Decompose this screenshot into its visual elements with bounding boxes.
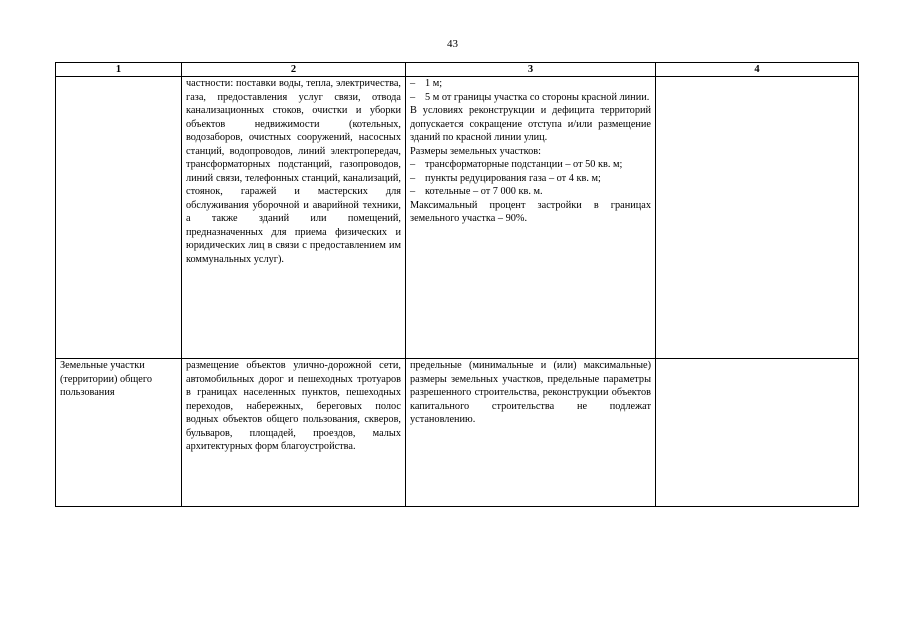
list-item	[410, 158, 651, 172]
dash-bullet: –	[410, 91, 416, 103]
list-item-text: котельные – от 7 000 кв. м.	[425, 186, 543, 197]
regulations-table	[55, 62, 859, 507]
list-item	[410, 91, 651, 105]
row1-col2: частности: поставки воды, тепла, электричества, газа, предоставления услуг связи, отвода канализационных стоков, очистки и уборки объектов недвижимости (котельных, водозаборов, очистных сооружений, насосных станций, водопроводов, линий электропередач, трансформаторных подстанций, газопроводов, линий связи, телефонных станций, канализаций, стоянок, гаражей и мастерских для обслуживания уборочной и аварийной техники, а также зданий или помещений, предназначенных для приема физических и юридических лиц в связи с предоставлением им коммунальных услуг).	[182, 77, 406, 359]
header-col-4: 4	[656, 63, 859, 77]
paragraph-plot-sizes: Размеры земельных участков:	[410, 145, 541, 157]
list-item-text: 1 м;	[425, 78, 443, 89]
list-item-text: пункты редуцирования газа – от 4 кв. м;	[425, 172, 601, 184]
row2-col3: предельные (минимальные и (или) максимальные) размеры земельных участков, предельные параметры разрешенного строительства, реконструкции объектов капитального строительства не подлежат установлению.	[406, 359, 656, 507]
row2-col4	[656, 359, 859, 507]
list-item	[410, 77, 651, 91]
list-item	[410, 172, 651, 186]
dash-bullet: –	[410, 159, 416, 170]
header-col-1: 1	[56, 63, 182, 77]
table-row	[56, 77, 859, 359]
row2-col1: Земельные участки (территории) общего пользования	[56, 359, 182, 507]
list-item	[410, 185, 651, 199]
header-col-2: 2	[182, 63, 406, 77]
paragraph-max-coverage: Максимальный процент застройки в границах земельного участка – 90%.	[410, 199, 651, 224]
page-number: 43	[447, 38, 458, 50]
list-item-text: 5 м от границы участка со стороны красной линии.	[425, 91, 650, 103]
table-header-row	[56, 63, 859, 77]
row1-col4	[656, 77, 859, 359]
list-item-text: трансформаторные подстанции – от 50 кв. м;	[425, 159, 623, 170]
row2-col2: размещение объектов улично-дорожной сети, автомобильных дорог и пешеходных тротуаров в границах населенных пунктов, пешеходных переходов, набережных, береговых полос водных объектов общего пользования, скверов, бульваров, площадей, проездов, малых архитектурных форм благоустройства.	[182, 359, 406, 507]
header-col-3: 3	[406, 63, 656, 77]
dash-bullet: –	[410, 78, 416, 89]
row1-col3	[406, 77, 656, 359]
table-row	[56, 359, 859, 507]
paragraph-reconstruction: В условиях реконструкции и дефицита территорий допускается сокращение отступа и/или размещение зданий по красной линии улиц.	[410, 105, 651, 143]
dash-bullet: –	[410, 186, 416, 197]
row1-col1	[56, 77, 182, 359]
dash-bullet: –	[410, 172, 416, 184]
